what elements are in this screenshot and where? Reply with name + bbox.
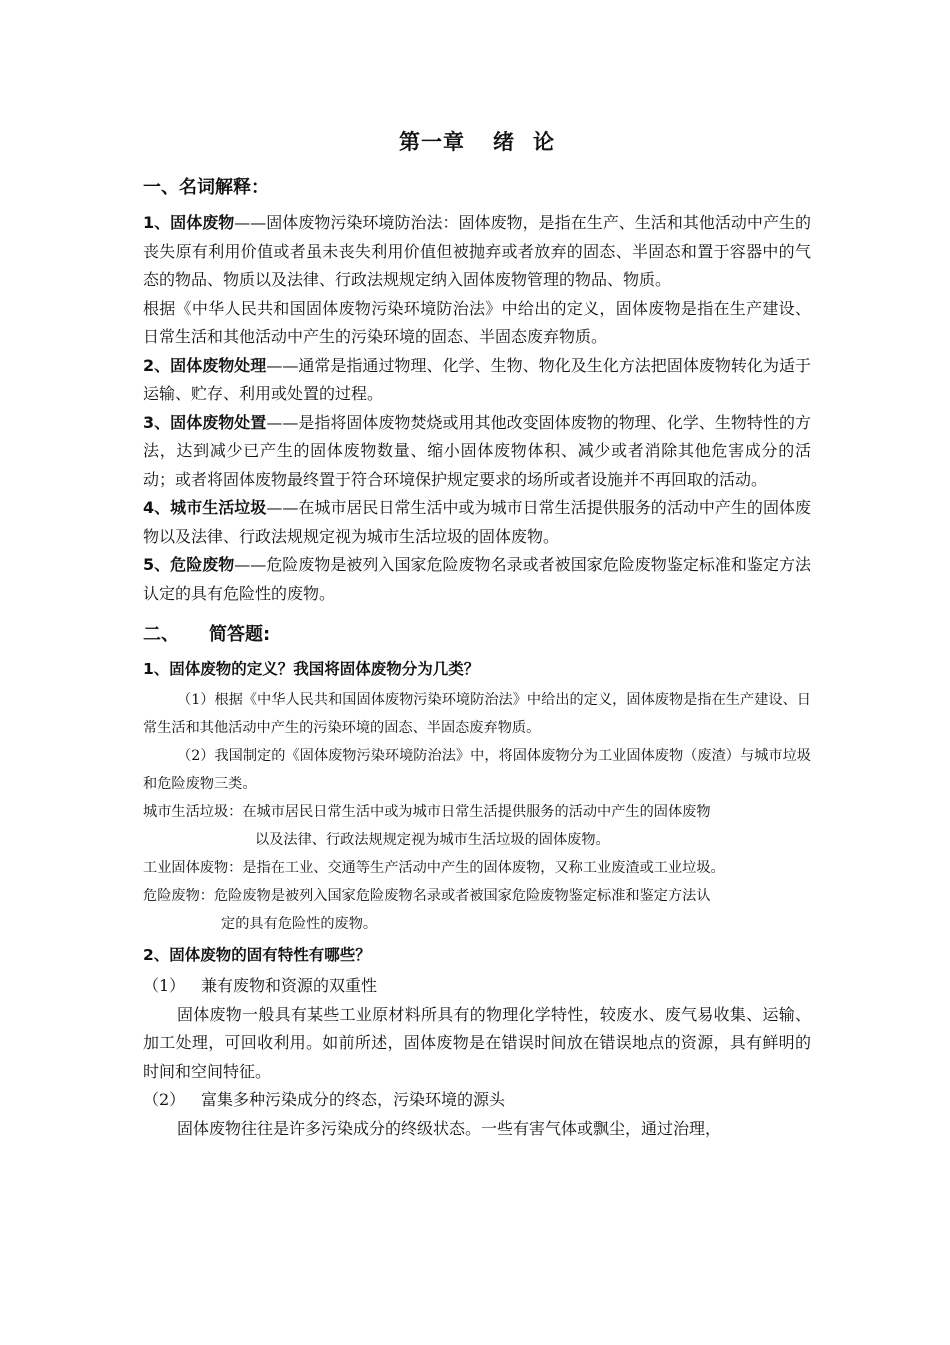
term-label: 1、固体废物 — [143, 213, 235, 232]
definition-text: 在城市居民日常生活中或为城市日常生活提供服务的活动中产生的固体废物 — [242, 804, 711, 820]
term-solid-waste-law-definition — [143, 295, 811, 352]
definition-text-continued: 以及法律、行政法规规定视为城市生活垃圾的固体废物。 — [255, 832, 610, 848]
property-1-heading — [143, 972, 811, 1001]
term-text: ——危险废物是被列入国家危险废物名录或者被国家危险废物鉴定标准和鉴定方法认定的具有危险性的废物。 — [143, 555, 811, 603]
term-disposal — [143, 409, 811, 495]
definition-hazardous-waste — [143, 882, 811, 938]
property-2-heading — [143, 1086, 811, 1115]
section2-heading-text: 简答题: — [209, 624, 271, 645]
definition-text: 危险废物是被列入国家危险废物名录或者被国家危险废物鉴定标准和鉴定方法认 — [213, 888, 711, 904]
term-text: ——固体废物污染环境防治法：固体废物，是指在生产、生活和其他活动中产生的丧失原有利用价值或者虽未丧失利用价值但被抛弃或者放弃的固态、半固态和置于容器中的气态的物品、物质以及法律、行政法规规定纳入固体废物管理的物品、物质。 — [143, 213, 811, 289]
term-text: 根据《中华人民共和国固体废物污染环境防治法》中给出的定义，固体废物是指在生产建设、日常生活和其他活动中产生的污染环境的固态、半固态废弃物质。 — [143, 298, 811, 346]
term-label: 3、固体废物处置 — [143, 412, 267, 432]
definition-text: 是指在工业、交通等生产活动中产生的固体废物，又称工业废渣或工业垃圾。 — [242, 860, 725, 876]
term-text: ——是指将固体废物焚烧或用其他改变固体废物的物理、化学、生物特性的方法，达到减少已产生的固体废物数量、缩小固体废物体积、减少或者消除其他危害成分的活动；或者将固体废物最终置于符合环境保护规定要求的场所或者设施并不再回取的活动。 — [143, 412, 811, 489]
term-text: ——在城市居民日常生活中或为城市日常生活提供服务的活动中产生的固体废物以及法律、行政法规规定视为城市生活垃圾的固体废物。 — [143, 498, 811, 546]
term-hazardous-waste — [143, 551, 811, 608]
property-1-text: 固体废物一般具有某些工业原材料所具有的物理化学特性，较废水、废气易收集、运输、加工处理，可回收利用。如前所述，固体废物是在错误时间放在错误地点的资源，具有鲜明的时间和空间特征。 — [143, 1004, 811, 1081]
property-title: 富集多种污染成分的终态，污染环境的源头 — [201, 1090, 506, 1109]
property-number: （2） — [143, 1090, 186, 1109]
chapter-title-number: 第一章 — [399, 129, 465, 154]
definition-industrial-waste — [143, 854, 811, 882]
chapter-title — [143, 126, 811, 156]
chapter-title-word1: 绪 — [493, 129, 515, 154]
answer-1-part-1: （1）根据《中华人民共和国固体废物污染环境防治法》中给出的定义，固体废物是指在生产建设、日常生活和其他活动中产生的污染环境的固态、半固态废弃物质。 — [143, 692, 811, 736]
section1-heading: 一、名词解释： — [143, 177, 269, 198]
answer-1-part-2: （2）我国制定的《固体废物污染环境防治法》中，将固体废物分为工业固体废物（废渣）与城市垃圾和危险废物三类。 — [143, 748, 811, 792]
term-label: 4、城市生活垃圾 — [143, 498, 267, 517]
term-label: 2、固体废物处理 — [143, 355, 267, 375]
question-1: 1、固体废物的定义？我国将固体废物分为几类？ — [143, 660, 480, 678]
chapter-title-word2: 论 — [533, 129, 555, 154]
definition-label: 工业固体废物： — [143, 860, 243, 876]
section2-heading-number: 二、 — [143, 624, 179, 645]
definition-label: 城市生活垃圾： — [143, 804, 243, 820]
property-2-text: 固体废物往往是许多污染成分的终级状态。一些有害气体或飘尘，通过治理， — [177, 1118, 722, 1138]
term-label: 5、危险废物 — [143, 555, 235, 574]
definition-text-continued: 定的具有危险性的废物。 — [221, 916, 378, 932]
term-treatment — [143, 352, 811, 409]
term-solid-waste — [143, 209, 811, 295]
document-page — [143, 126, 811, 1143]
property-number: （1） — [143, 976, 186, 995]
definition-municipal-waste — [143, 798, 811, 854]
question-2: 2、固体废物的固有特性有哪些？ — [143, 946, 371, 964]
section2-heading — [143, 620, 811, 646]
property-title: 兼有废物和资源的双重性 — [201, 976, 378, 995]
definition-label: 危险废物： — [143, 888, 214, 904]
term-text: ——通常是指通过物理、化学、生物、物化及生化方法把固体废物转化为适于运输、贮存、利用或处置的过程。 — [143, 355, 811, 403]
term-municipal-waste — [143, 494, 811, 551]
